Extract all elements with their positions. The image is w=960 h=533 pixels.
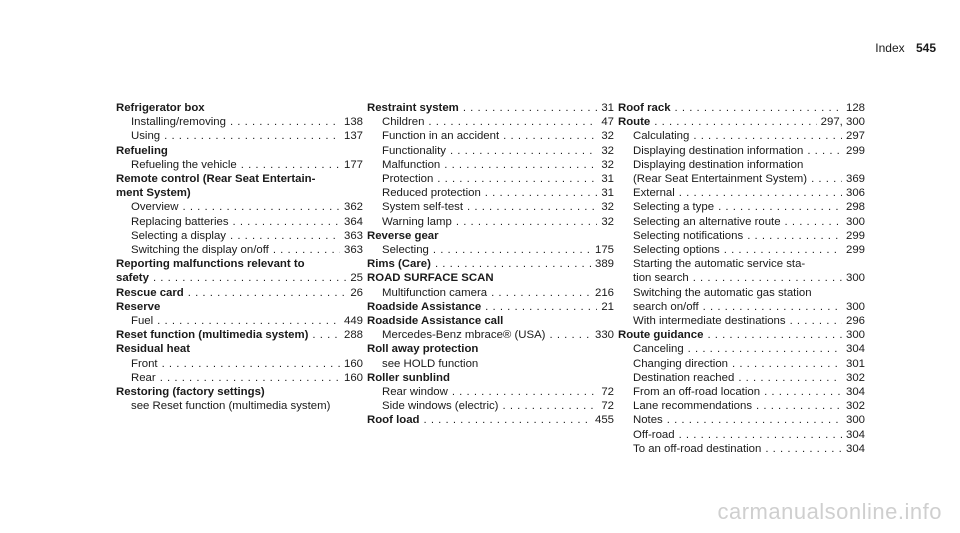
entry-text: tion search <box>633 272 689 285</box>
leader-dots <box>790 314 842 328</box>
entry-text: Route <box>618 116 651 129</box>
index-heading <box>116 172 363 186</box>
leader-dots <box>703 300 842 314</box>
leader-dots <box>230 115 340 129</box>
entry-text: Reverse gear <box>367 229 439 242</box>
entry-text: Displaying destination information <box>633 158 804 171</box>
entry-text: see Reset function (multimedia system) <box>131 400 331 413</box>
index-heading <box>116 300 363 314</box>
page-ref: 299 <box>845 244 865 257</box>
index-heading <box>116 144 363 158</box>
page-ref: 362 <box>343 201 363 214</box>
leader-dots <box>675 101 842 115</box>
page-ref: 389 <box>594 258 614 271</box>
entry-text: Selecting options <box>633 244 720 257</box>
entry-text: Front <box>131 357 158 370</box>
page-header <box>875 41 936 55</box>
leader-dots <box>452 385 597 399</box>
index-subentry <box>618 229 865 243</box>
index-subentry <box>367 215 614 229</box>
entry-text: Selecting an alternative route <box>633 215 781 228</box>
entry-text: Route guidance <box>618 329 704 342</box>
leader-dots <box>467 200 597 214</box>
leader-dots <box>230 229 340 243</box>
page-ref: 304 <box>845 386 865 399</box>
entry-text: Rescue card <box>116 286 184 299</box>
index-subentry <box>367 385 614 399</box>
leader-dots <box>765 442 842 456</box>
page-ref: 31 <box>601 173 614 186</box>
index-column-2 <box>367 101 614 428</box>
index-subentry <box>618 243 865 257</box>
leader-dots <box>312 328 340 342</box>
index-subentry <box>618 186 865 200</box>
page-ref: 300 <box>845 215 865 228</box>
page-ref: 363 <box>343 229 363 242</box>
page-ref: 455 <box>594 414 614 427</box>
page-ref: 300 <box>845 272 865 285</box>
watermark: carmanualsonline.info <box>717 499 942 524</box>
entry-text: Side windows (electric) <box>382 400 499 413</box>
index-heading <box>367 413 614 427</box>
index-subentry <box>367 186 614 200</box>
leader-dots <box>667 413 842 427</box>
index-subentry <box>618 399 865 413</box>
entry-text: Installing/removing <box>131 116 226 129</box>
index-heading <box>367 257 614 271</box>
entry-text: Roof rack <box>618 102 671 114</box>
index-subentry <box>116 215 363 229</box>
entry-text: Roadside Assistance call <box>367 315 504 328</box>
index-heading <box>367 314 614 328</box>
index-subentry <box>367 243 614 257</box>
entry-text: Roadside Assistance <box>367 300 482 313</box>
entry-text: Off-road <box>633 428 675 441</box>
entry-text: Overview <box>131 201 179 214</box>
index-subentry <box>367 328 614 342</box>
entry-text: Calculating <box>633 130 690 143</box>
index-heading <box>116 286 363 300</box>
index-heading <box>116 186 363 200</box>
index-subentry <box>367 129 614 143</box>
index-subentry <box>367 399 614 413</box>
entry-text: Reset function (multimedia system) <box>116 329 309 342</box>
index-subentry <box>618 314 865 328</box>
entry-text: Restraint system <box>367 102 459 114</box>
index-subentry <box>116 115 363 129</box>
page-ref: 128 <box>845 102 865 114</box>
entry-text: Protection <box>382 173 434 186</box>
page-ref: 32 <box>601 201 614 214</box>
entry-text: Replacing batteries <box>131 215 229 228</box>
page-ref: 32 <box>601 130 614 143</box>
page-ref: 32 <box>601 144 614 157</box>
page-ref: 302 <box>845 400 865 413</box>
index-subentry <box>618 286 865 300</box>
index-subentry <box>116 371 363 385</box>
index-heading <box>116 271 363 285</box>
page-ref: 177 <box>343 158 363 171</box>
page-ref: 364 <box>343 215 363 228</box>
leader-dots <box>437 172 597 186</box>
entry-text: Starting the automatic service sta- <box>633 258 806 271</box>
index-subentry <box>367 115 614 129</box>
entry-text: Refrigerator box <box>116 102 205 114</box>
index-column-1 <box>116 101 363 413</box>
page-ref: 369 <box>845 173 865 186</box>
page-ref: 301 <box>845 357 865 370</box>
entry-text: Warning lamp <box>382 215 452 228</box>
entry-text: Roof load <box>367 414 420 427</box>
index-subentry <box>618 129 865 143</box>
entry-text: Canceling <box>633 343 684 356</box>
leader-dots <box>503 129 597 143</box>
entry-text: ment System) <box>116 187 191 200</box>
page-ref: 300 <box>845 414 865 427</box>
entry-text: Switching the automatic gas station <box>633 286 812 299</box>
index-subentry <box>618 215 865 229</box>
page-ref: 304 <box>845 343 865 356</box>
page-ref: 21 <box>601 300 614 313</box>
leader-dots <box>724 243 842 257</box>
index-subentry <box>618 200 865 214</box>
page-ref: 216 <box>594 286 614 299</box>
leader-dots <box>233 215 340 229</box>
entry-text: Displaying destination information <box>633 144 804 157</box>
entry-text: Functionality <box>382 144 446 157</box>
entry-text: Malfunction <box>382 158 441 171</box>
entry-text: Rims (Care) <box>367 258 431 271</box>
leader-dots <box>241 158 340 172</box>
entry-text: safety <box>116 272 149 285</box>
index-subentry <box>618 371 865 385</box>
leader-dots <box>747 229 842 243</box>
index-subentry <box>367 286 614 300</box>
leader-dots <box>707 328 842 342</box>
index-subentry <box>116 243 363 257</box>
entry-text: Lane recommendations <box>633 400 753 413</box>
page-ref: 160 <box>343 371 363 384</box>
index-heading <box>116 342 363 356</box>
page-ref: 32 <box>601 215 614 228</box>
index-heading <box>116 101 363 115</box>
index-subentry <box>618 158 865 172</box>
page-ref: 296 <box>845 315 865 328</box>
entry-text: Refueling the vehicle <box>131 158 237 171</box>
page-ref: 72 <box>601 400 614 413</box>
leader-dots <box>435 257 591 271</box>
index-subentry <box>367 172 614 186</box>
leader-dots <box>485 300 597 314</box>
leader-dots <box>764 385 842 399</box>
index-heading <box>367 271 614 285</box>
entry-text: Children <box>382 116 425 129</box>
entry-text: To an off-road destination <box>633 442 762 455</box>
leader-dots <box>157 314 340 328</box>
index-heading <box>367 229 614 243</box>
index-subentry <box>116 158 363 172</box>
page-ref: 330 <box>594 329 614 342</box>
index-heading <box>367 101 614 115</box>
entry-text: System self-test <box>382 201 464 214</box>
page-ref: 137 <box>343 130 363 143</box>
index-column-3 <box>618 101 865 456</box>
entry-text: Selecting notifications <box>633 229 744 242</box>
index-subentry <box>618 413 865 427</box>
index-subentry <box>116 200 363 214</box>
index-subentry <box>618 300 865 314</box>
leader-dots <box>679 428 842 442</box>
page-ref: 32 <box>601 158 614 171</box>
index-heading <box>367 342 614 356</box>
page-ref: 300 <box>845 300 865 313</box>
leader-dots <box>162 357 340 371</box>
leader-dots <box>182 200 340 214</box>
page-ref: 298 <box>845 201 865 214</box>
leader-dots <box>164 129 340 143</box>
entry-text: With intermediate destinations <box>633 315 786 328</box>
entry-text: Residual heat <box>116 343 191 356</box>
page-ref: 47 <box>601 116 614 129</box>
entry-text: Switching the display on/off <box>131 244 269 257</box>
index-subentry <box>116 399 363 413</box>
entry-text: Selecting a display <box>131 229 226 242</box>
page-ref: 302 <box>845 371 865 384</box>
leader-dots <box>424 413 591 427</box>
leader-dots <box>718 200 842 214</box>
index-heading <box>367 300 614 314</box>
entry-text: see HOLD function <box>382 357 479 370</box>
leader-dots <box>732 357 842 371</box>
leader-dots <box>679 186 842 200</box>
page-ref: 363 <box>343 244 363 257</box>
leader-dots <box>738 371 842 385</box>
index-subentry <box>618 442 865 456</box>
leader-dots <box>688 342 842 356</box>
entry-text: Using <box>131 130 161 143</box>
leader-dots <box>785 215 842 229</box>
entry-text: Rear <box>131 371 156 384</box>
leader-dots <box>433 243 591 257</box>
entry-text: Fuel <box>131 315 154 328</box>
index-subentry <box>618 428 865 442</box>
entry-text: (Rear Seat Entertainment System) <box>633 173 808 186</box>
page-ref: 31 <box>601 187 614 200</box>
entry-text: Reporting malfunctions relevant to <box>116 258 305 271</box>
page-ref: 304 <box>845 428 865 441</box>
page-number: 545 <box>915 41 936 55</box>
index-subentry <box>116 314 363 328</box>
index-heading <box>116 257 363 271</box>
leader-dots <box>491 286 591 300</box>
header-label: Index <box>875 41 905 55</box>
page-ref: 160 <box>343 357 363 370</box>
page-ref: 297 <box>845 130 865 143</box>
leader-dots <box>654 115 816 129</box>
leader-dots <box>153 271 346 285</box>
entry-text: Notes <box>633 414 663 427</box>
leader-dots <box>693 129 842 143</box>
entry-text: Function in an accident <box>382 130 500 143</box>
page-ref: 306 <box>845 187 865 200</box>
page-ref: 26 <box>350 286 363 299</box>
index-subentry <box>618 342 865 356</box>
page-ref: 299 <box>845 229 865 242</box>
entry-text: Selecting a type <box>633 201 715 214</box>
entry-text: Reduced protection <box>382 187 481 200</box>
entry-text: search on/off <box>633 300 699 313</box>
index-heading <box>618 115 865 129</box>
entry-text: Roller sunblind <box>367 371 450 384</box>
index-subentry <box>116 129 363 143</box>
index-subentry <box>618 257 865 271</box>
index-subentry <box>618 385 865 399</box>
index-subentry <box>116 357 363 371</box>
index-subentry <box>367 158 614 172</box>
index-heading <box>618 101 865 115</box>
entry-text: Roll away protection <box>367 343 479 356</box>
index-heading <box>367 371 614 385</box>
index-subentry <box>116 229 363 243</box>
entry-text: Mercedes-Benz mbrace® (USA) <box>382 329 546 342</box>
leader-dots <box>160 371 340 385</box>
entry-text: Destination reached <box>633 371 735 384</box>
entry-text: Multifunction camera <box>382 286 488 299</box>
leader-dots <box>273 243 340 257</box>
entry-text: Rear window <box>382 386 448 399</box>
page-ref: 304 <box>845 442 865 455</box>
index-subentry <box>367 200 614 214</box>
leader-dots <box>807 144 842 158</box>
leader-dots <box>811 172 842 186</box>
entry-text: External <box>633 187 675 200</box>
entry-text: From an off-road location <box>633 386 761 399</box>
entry-text: Reserve <box>116 300 161 313</box>
leader-dots <box>502 399 597 413</box>
index-subentry <box>367 144 614 158</box>
entry-text: Changing direction <box>633 357 728 370</box>
page-ref: 288 <box>343 329 363 342</box>
index-subentry <box>618 172 865 186</box>
leader-dots <box>756 399 842 413</box>
page-ref: 297, 300 <box>820 116 865 129</box>
entry-text: Selecting <box>382 244 429 257</box>
page-ref: 25 <box>350 272 363 285</box>
leader-dots <box>456 215 597 229</box>
entry-text: Refueling <box>116 144 168 157</box>
index-subentry <box>618 144 865 158</box>
page-ref: 31 <box>601 102 614 114</box>
page-ref: 449 <box>343 315 363 328</box>
page-ref: 138 <box>343 116 363 129</box>
index-subentry <box>618 271 865 285</box>
leader-dots <box>485 186 598 200</box>
leader-dots <box>444 158 597 172</box>
leader-dots <box>693 271 842 285</box>
index-subentry <box>367 357 614 371</box>
leader-dots <box>463 101 598 115</box>
index-heading <box>618 328 865 342</box>
leader-dots <box>549 328 591 342</box>
entry-text: ROAD SURFACE SCAN <box>367 272 494 285</box>
index-subentry <box>618 357 865 371</box>
leader-dots <box>428 115 597 129</box>
page-ref: 299 <box>845 144 865 157</box>
page-ref: 175 <box>594 244 614 257</box>
leader-dots <box>450 144 597 158</box>
page-ref: 300 <box>845 329 865 342</box>
index-heading <box>116 328 363 342</box>
page-ref: 72 <box>601 386 614 399</box>
leader-dots <box>188 286 347 300</box>
entry-text: Remote control (Rear Seat Entertain- <box>116 173 316 186</box>
entry-text: Restoring (factory settings) <box>116 386 265 399</box>
index-heading <box>116 385 363 399</box>
